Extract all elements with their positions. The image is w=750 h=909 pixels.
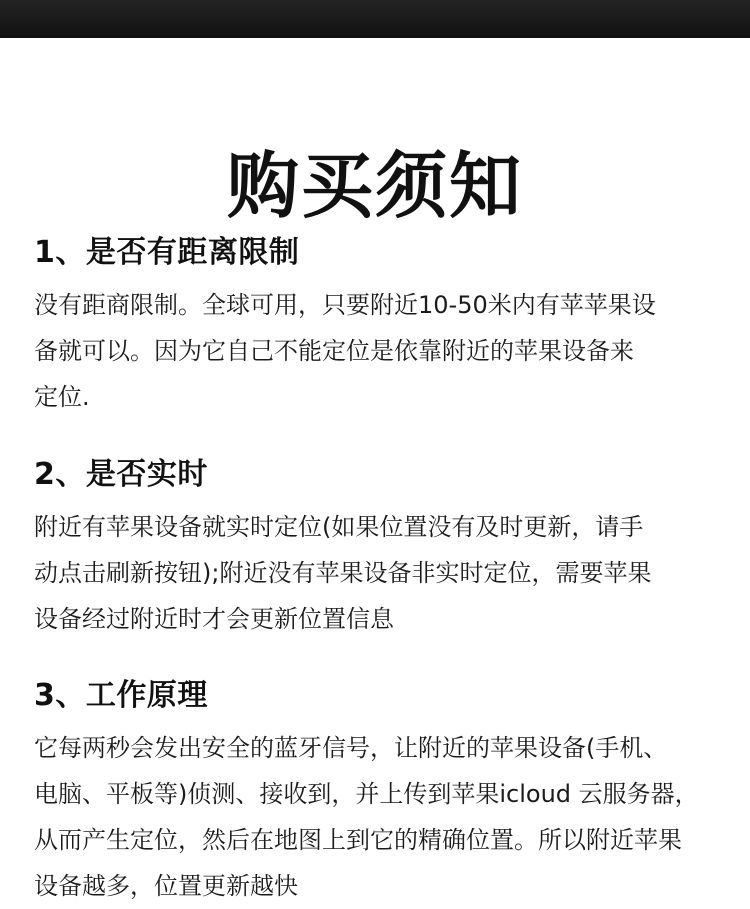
page-title: 购买须知 [226,144,523,229]
section-distance-limit [34,232,724,420]
section-body-working-principle: 它每两秒会发出安全的蓝牙信号，让附近的苹果设备(手机、 电脑、平板等)侦测、接收到，并上传到苹果icloud 云服务器， 从而产生定位，然后在地图上到它的精确位置。所以附近苹果 设备越多，位置更新越快 [34,734,699,900]
top-dark-bar [0,0,750,38]
section-heading-real-time: 2、是否实时 [34,457,208,492]
section-body-real-time: 附近有苹果设备就实时定位(如果位置没有及时更新，请手 动点击刷新按钮);附近没有苹果设备非实时定位，需要苹果 设备经过附近时才会更新位置信息 [34,513,652,633]
section-real-time [34,454,724,642]
section-heading-working-principle: 3、工作原理 [34,678,208,713]
section-working-principle [34,675,724,909]
section-body-distance-limit: 没有距商限制。全球可用，只要附近10-50米内有苹苹果设 备就可以。因为它自己不能定位是依靠附近的苹果设备来 定位. [34,291,656,411]
section-heading-distance-limit: 1、是否有距离限制 [34,235,300,270]
